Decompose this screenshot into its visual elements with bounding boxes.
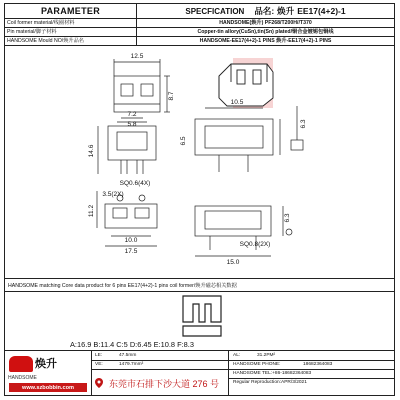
dim-pin-len-top: 6.3 — [300, 119, 307, 129]
dim-left-width-b: 5.8 — [127, 121, 137, 128]
core-caption: HANDSOME matching Core data product for 6 pins EE17(4+2)-1 pins coil former/焕升磁芯相关数据 — [5, 278, 394, 292]
website-link[interactable]: www.szbobbin.com — [9, 383, 87, 392]
le-value: 47.5mm — [119, 353, 137, 358]
footer — [5, 350, 394, 396]
le-label: LE: — [95, 353, 103, 358]
dim-top-width: 12.5 — [130, 53, 144, 60]
dim-base-height: 11.2 — [88, 204, 95, 218]
param-row — [5, 36, 394, 46]
isometric-bobbin — [219, 64, 273, 106]
dim-top-height: 8.7 — [168, 91, 175, 101]
param-label: Pin material/脚子材料 — [7, 29, 57, 35]
front-view-body — [108, 126, 156, 160]
phone-value: 18682364083 — [303, 362, 333, 367]
dim-left-width-a: 7.2 — [127, 111, 137, 118]
dim-pin-span: 10.5 — [230, 99, 244, 106]
dim-base-inner: 10.0 — [124, 237, 138, 244]
date-row — [229, 378, 395, 387]
footer-contacts — [228, 351, 395, 396]
core-dimensions: A:16.9 B:11.4 C:5 D:6.45 E:10.8 F:8.3 — [70, 340, 194, 349]
ve-value: 1479.7mm³ — [119, 362, 144, 367]
param-label: HANDSOME Mould NO/焕升品名 — [7, 38, 84, 44]
parameter-heading: PARAMETER — [40, 6, 101, 16]
core-drawing — [5, 292, 394, 350]
ve-row — [91, 360, 228, 370]
logo-mark-icon — [9, 356, 33, 372]
core-e-shape — [183, 296, 221, 322]
location-icon — [93, 377, 105, 389]
header-row — [5, 4, 394, 19]
dim-base-width: 17.5 — [124, 248, 138, 255]
model-cn: 焕升 — [277, 6, 295, 16]
phone-label: HANDSOME PHONE: — [233, 362, 281, 367]
brand-logo — [5, 351, 92, 396]
model-number: EE17(4+2)-1 — [297, 6, 346, 16]
logo-abbr: HANDSOME — [8, 375, 37, 381]
tel-text: HANDSOME TEL:+86-18682364083 — [233, 371, 312, 376]
date-text: Regular Reproduction:APR/3/2021 — [233, 380, 307, 385]
al-label: AL: — [233, 353, 241, 358]
address-text: 东莞市石排下沙大道 276 号 — [109, 378, 220, 389]
logo-text: 焕升 — [35, 358, 57, 370]
bobbin-drawing — [5, 46, 394, 278]
dim-left-height: 14.6 — [88, 144, 95, 158]
specification-label: SPECFICATION — [185, 6, 245, 16]
spec-sheet — [4, 3, 395, 396]
specification-heading — [137, 4, 394, 18]
param-value: HANDSOME(焕升) PF268/T200H//T370 — [219, 20, 312, 26]
dim-pin-spec-bottom: SQ0.8(2X) — [239, 241, 271, 248]
address — [93, 370, 225, 396]
param-label: Coil former material/线圈材料 — [7, 20, 75, 26]
param-value: Copper-tin allory(CuSn),tin(Sn) plated/铜合金镀锡包铜线 — [197, 29, 334, 35]
dim-right-height: 6.5 — [180, 136, 187, 146]
dim-pin-spec-top: SQ0.6(4X) — [119, 180, 151, 187]
side-view-body — [195, 119, 273, 155]
dim-bottom-span: 15.0 — [226, 259, 240, 266]
al-value: 31.2PM² — [257, 353, 276, 358]
ve-label: VE: — [95, 362, 103, 367]
footer-parameters — [91, 351, 228, 396]
dim-hole: 3.5(2X) — [102, 191, 124, 198]
param-value: HANDSOME-EE17(4+2)-1 PINS 焕升-EE17(4+2)-1 PINS — [199, 38, 332, 44]
dim-right-height-b: 6.3 — [284, 213, 291, 223]
bottom-view-body — [195, 206, 271, 236]
product-name-label: 品名: — [254, 6, 275, 16]
